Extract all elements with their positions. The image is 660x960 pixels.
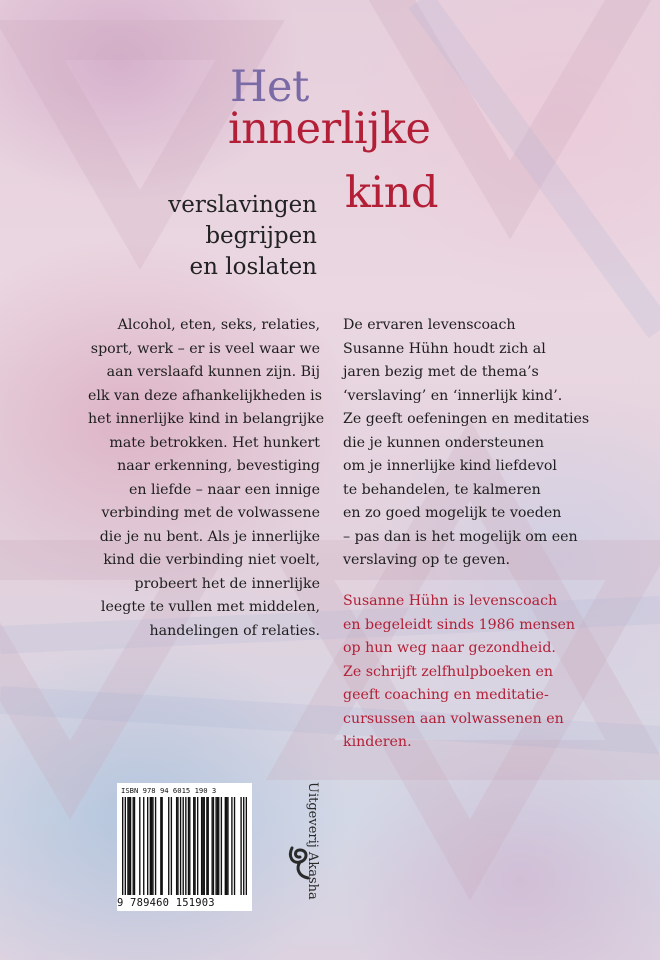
- barcode-bar: [133, 797, 134, 895]
- barcode-digits: 9 789460 151903: [117, 897, 215, 909]
- barcode-bar: [234, 797, 235, 895]
- barcode-bar: [231, 797, 232, 895]
- barcode-bar: [213, 797, 214, 895]
- blurb-line: verslaving op te geven.: [343, 552, 511, 568]
- barcode-bar: [243, 797, 244, 895]
- barcode-bar: [152, 797, 153, 895]
- barcode-bar: [226, 797, 227, 895]
- barcode-bar: [129, 797, 130, 895]
- barcode-bar: [139, 797, 140, 895]
- subtitle-line: verslavingen: [168, 192, 317, 218]
- barcode-bar: [151, 797, 152, 895]
- blurb-line: leegte te vullen met middelen,: [100, 599, 320, 615]
- blurb-line: en zo goed mogelijk te voeden: [343, 505, 562, 521]
- title-het: Het: [230, 62, 309, 112]
- blurb-left-column: [88, 314, 325, 643]
- bio-line: cursussen aan volwassenen en: [343, 710, 564, 727]
- blurb-line: verbinding met de volwassene: [101, 505, 320, 521]
- barcode-bar: [177, 797, 178, 895]
- blurb-line: aan verslaafd kunnen zijn. Bij: [106, 364, 320, 380]
- subtitle: [168, 190, 317, 283]
- bio-line: Susanne Hühn is levenscoach: [343, 593, 558, 609]
- bio-line: kinderen.: [343, 734, 412, 750]
- barcode-bar: [211, 797, 212, 895]
- barcode-bar: [188, 797, 189, 895]
- barcode-bar: [225, 797, 226, 895]
- blurb-line: – pas dan is het mogelijk om een: [343, 528, 578, 545]
- barcode-bar: [150, 797, 151, 895]
- publisher-name: Uitgeverij Akasha: [305, 782, 320, 900]
- blurb-line: te behandelen, te kalmeren: [343, 481, 541, 498]
- barcode-bar: [189, 797, 190, 895]
- author-bio: [343, 590, 628, 755]
- title-innerlijke: innerlijke: [228, 104, 431, 154]
- blurb-line: Alcohol, eten, seks, relaties,: [117, 317, 320, 333]
- blurb-line: en liefde – naar een innige: [129, 481, 320, 498]
- barcode-bar: [227, 797, 228, 895]
- blurb-line: ‘verslaving’ en ‘innerlijk kind’.: [343, 387, 563, 404]
- barcode-bar: [161, 797, 162, 895]
- bio-line: Ze schrijft zelfhulpboeken en: [343, 663, 554, 680]
- barcode-bar: [193, 797, 194, 895]
- barcode-bar: [202, 797, 203, 895]
- barcode-bar: [215, 797, 216, 895]
- isbn-barcode: [117, 783, 252, 911]
- barcode-bar: [143, 797, 144, 895]
- barcode-bar: [221, 797, 222, 895]
- barcode-bar: [206, 797, 207, 895]
- blurb-line: elk van deze afhankelijkheden is: [88, 387, 323, 404]
- bio-line: en begeleidt sinds 1986 mensen: [343, 616, 576, 633]
- barcode-bar: [183, 797, 184, 895]
- blurb-line: het innerlijke kind in belangrijke: [88, 411, 325, 427]
- barcode-bar: [171, 797, 172, 895]
- blurb-line: naar erkenning, bevestiging: [117, 458, 320, 474]
- blurb-line: Ze geeft oefeningen en meditaties: [343, 411, 590, 427]
- barcode-bar: [127, 797, 128, 895]
- barcode-bar: [194, 797, 195, 895]
- barcode-bar: [125, 797, 126, 895]
- barcode-bar: [130, 797, 131, 895]
- barcode-bar: [176, 797, 177, 895]
- barcode-bar: [168, 797, 169, 895]
- blurb-right-column: [343, 314, 628, 573]
- barcode-bar: [240, 797, 241, 895]
- akasha-logo-icon: [286, 842, 316, 882]
- blurb-line: probeert het de innerlijke: [134, 575, 320, 592]
- barcode-bar: [204, 797, 205, 895]
- barcode-bar: [218, 797, 219, 895]
- barcode-bar: [201, 797, 202, 895]
- blurb-line: Susanne Hühn houdt zich al: [343, 340, 546, 357]
- blurb-line: handelingen of relaties.: [149, 622, 320, 639]
- publisher-mark: [286, 782, 326, 922]
- barcode-bar: [155, 797, 156, 895]
- blurb-line: jaren bezig met de thema’s: [343, 364, 539, 380]
- blurb-line: De ervaren levenscoach: [343, 317, 516, 333]
- barcode-bar: [246, 797, 247, 895]
- barcode-bar: [208, 797, 209, 895]
- bio-line: geeft coaching en meditatie-: [343, 687, 549, 703]
- isbn-label: ISBN 978 94 6015 190 3: [121, 786, 217, 795]
- subtitle-line: en loslaten: [189, 254, 317, 280]
- blurb-line: die je kunnen ondersteunen: [343, 434, 545, 451]
- blurb-line: die je nu bent. Als je innerlijke: [99, 528, 320, 545]
- barcode-bar: [147, 797, 148, 895]
- title-kind: kind: [345, 168, 439, 218]
- barcode-bar: [185, 797, 186, 895]
- barcode-bar: [217, 797, 218, 895]
- barcode-bar: [134, 797, 135, 895]
- barcode-bar: [160, 797, 161, 895]
- barcode-bar: [180, 797, 181, 895]
- barcode-bar: [197, 797, 198, 895]
- blurb-line: om je innerlijke kind liefdevol: [343, 458, 557, 474]
- blurb-line: kind die verbinding niet voelt,: [103, 552, 320, 568]
- blurb-line: sport, werk – er is veel waar we: [90, 340, 320, 357]
- bio-line: op hun weg naar gezondheid.: [343, 640, 556, 656]
- blurb-line: mate betrokken. Het hunkert: [109, 434, 320, 451]
- barcode-bar: [122, 797, 123, 895]
- barcode-bars: [122, 797, 247, 895]
- subtitle-line: begrijpen: [205, 223, 317, 249]
